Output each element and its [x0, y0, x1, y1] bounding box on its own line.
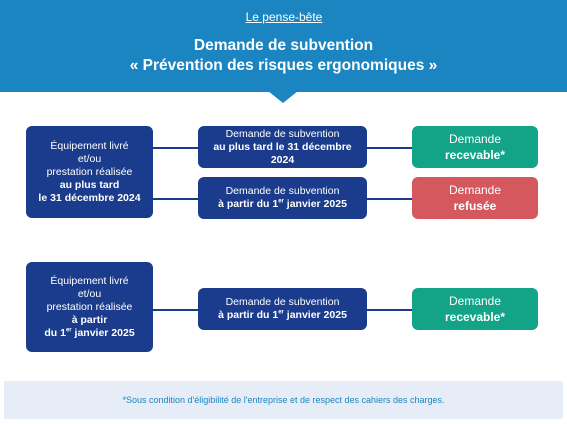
g1-branch-2-box: Demande de subvention à partir du 1er janvier 2025	[198, 177, 367, 219]
header-banner	[0, 0, 567, 92]
g1-result-refusee: Demande refusée	[412, 177, 538, 219]
g1-branch-1-box: Demande de subvention au plus tard le 31 décembre 2024	[198, 126, 367, 168]
g1-source-box: Équipement livré et/ou prestation réalisée au plus tard le 31 décembre 2024	[26, 126, 153, 218]
header-tag: Le pense-bête	[245, 10, 323, 24]
footer-note-box	[4, 381, 563, 419]
g1-result-recevable: Demande recevable*	[412, 126, 538, 168]
title-line-1: Demande de subvention	[193, 37, 374, 54]
connector-g1-b1-r1	[367, 147, 412, 149]
page-title	[60, 36, 507, 76]
connector-g2-source-b	[153, 309, 198, 311]
connector-g1-b2-r2	[367, 198, 412, 200]
g2-branch-box: Demande de subvention à partir du 1er janvier 2025	[198, 288, 367, 330]
connector-g1-source-b2	[153, 198, 198, 200]
connector-g1-source-b1	[153, 147, 198, 149]
g2-source-box: Équipement livré et/ou prestation réalisée à partir du 1er janvier 2025	[26, 262, 153, 352]
g2-result-recevable: Demande recevable*	[412, 288, 538, 330]
footer-note: *Sous condition d'éligibilité de l'entreprise et de respect des cahiers des charges.	[122, 395, 445, 405]
header-arrow	[268, 91, 298, 103]
title-line-2: « Prévention des risques ergonomiques »	[129, 57, 438, 74]
connector-g2-b-r	[367, 309, 412, 311]
